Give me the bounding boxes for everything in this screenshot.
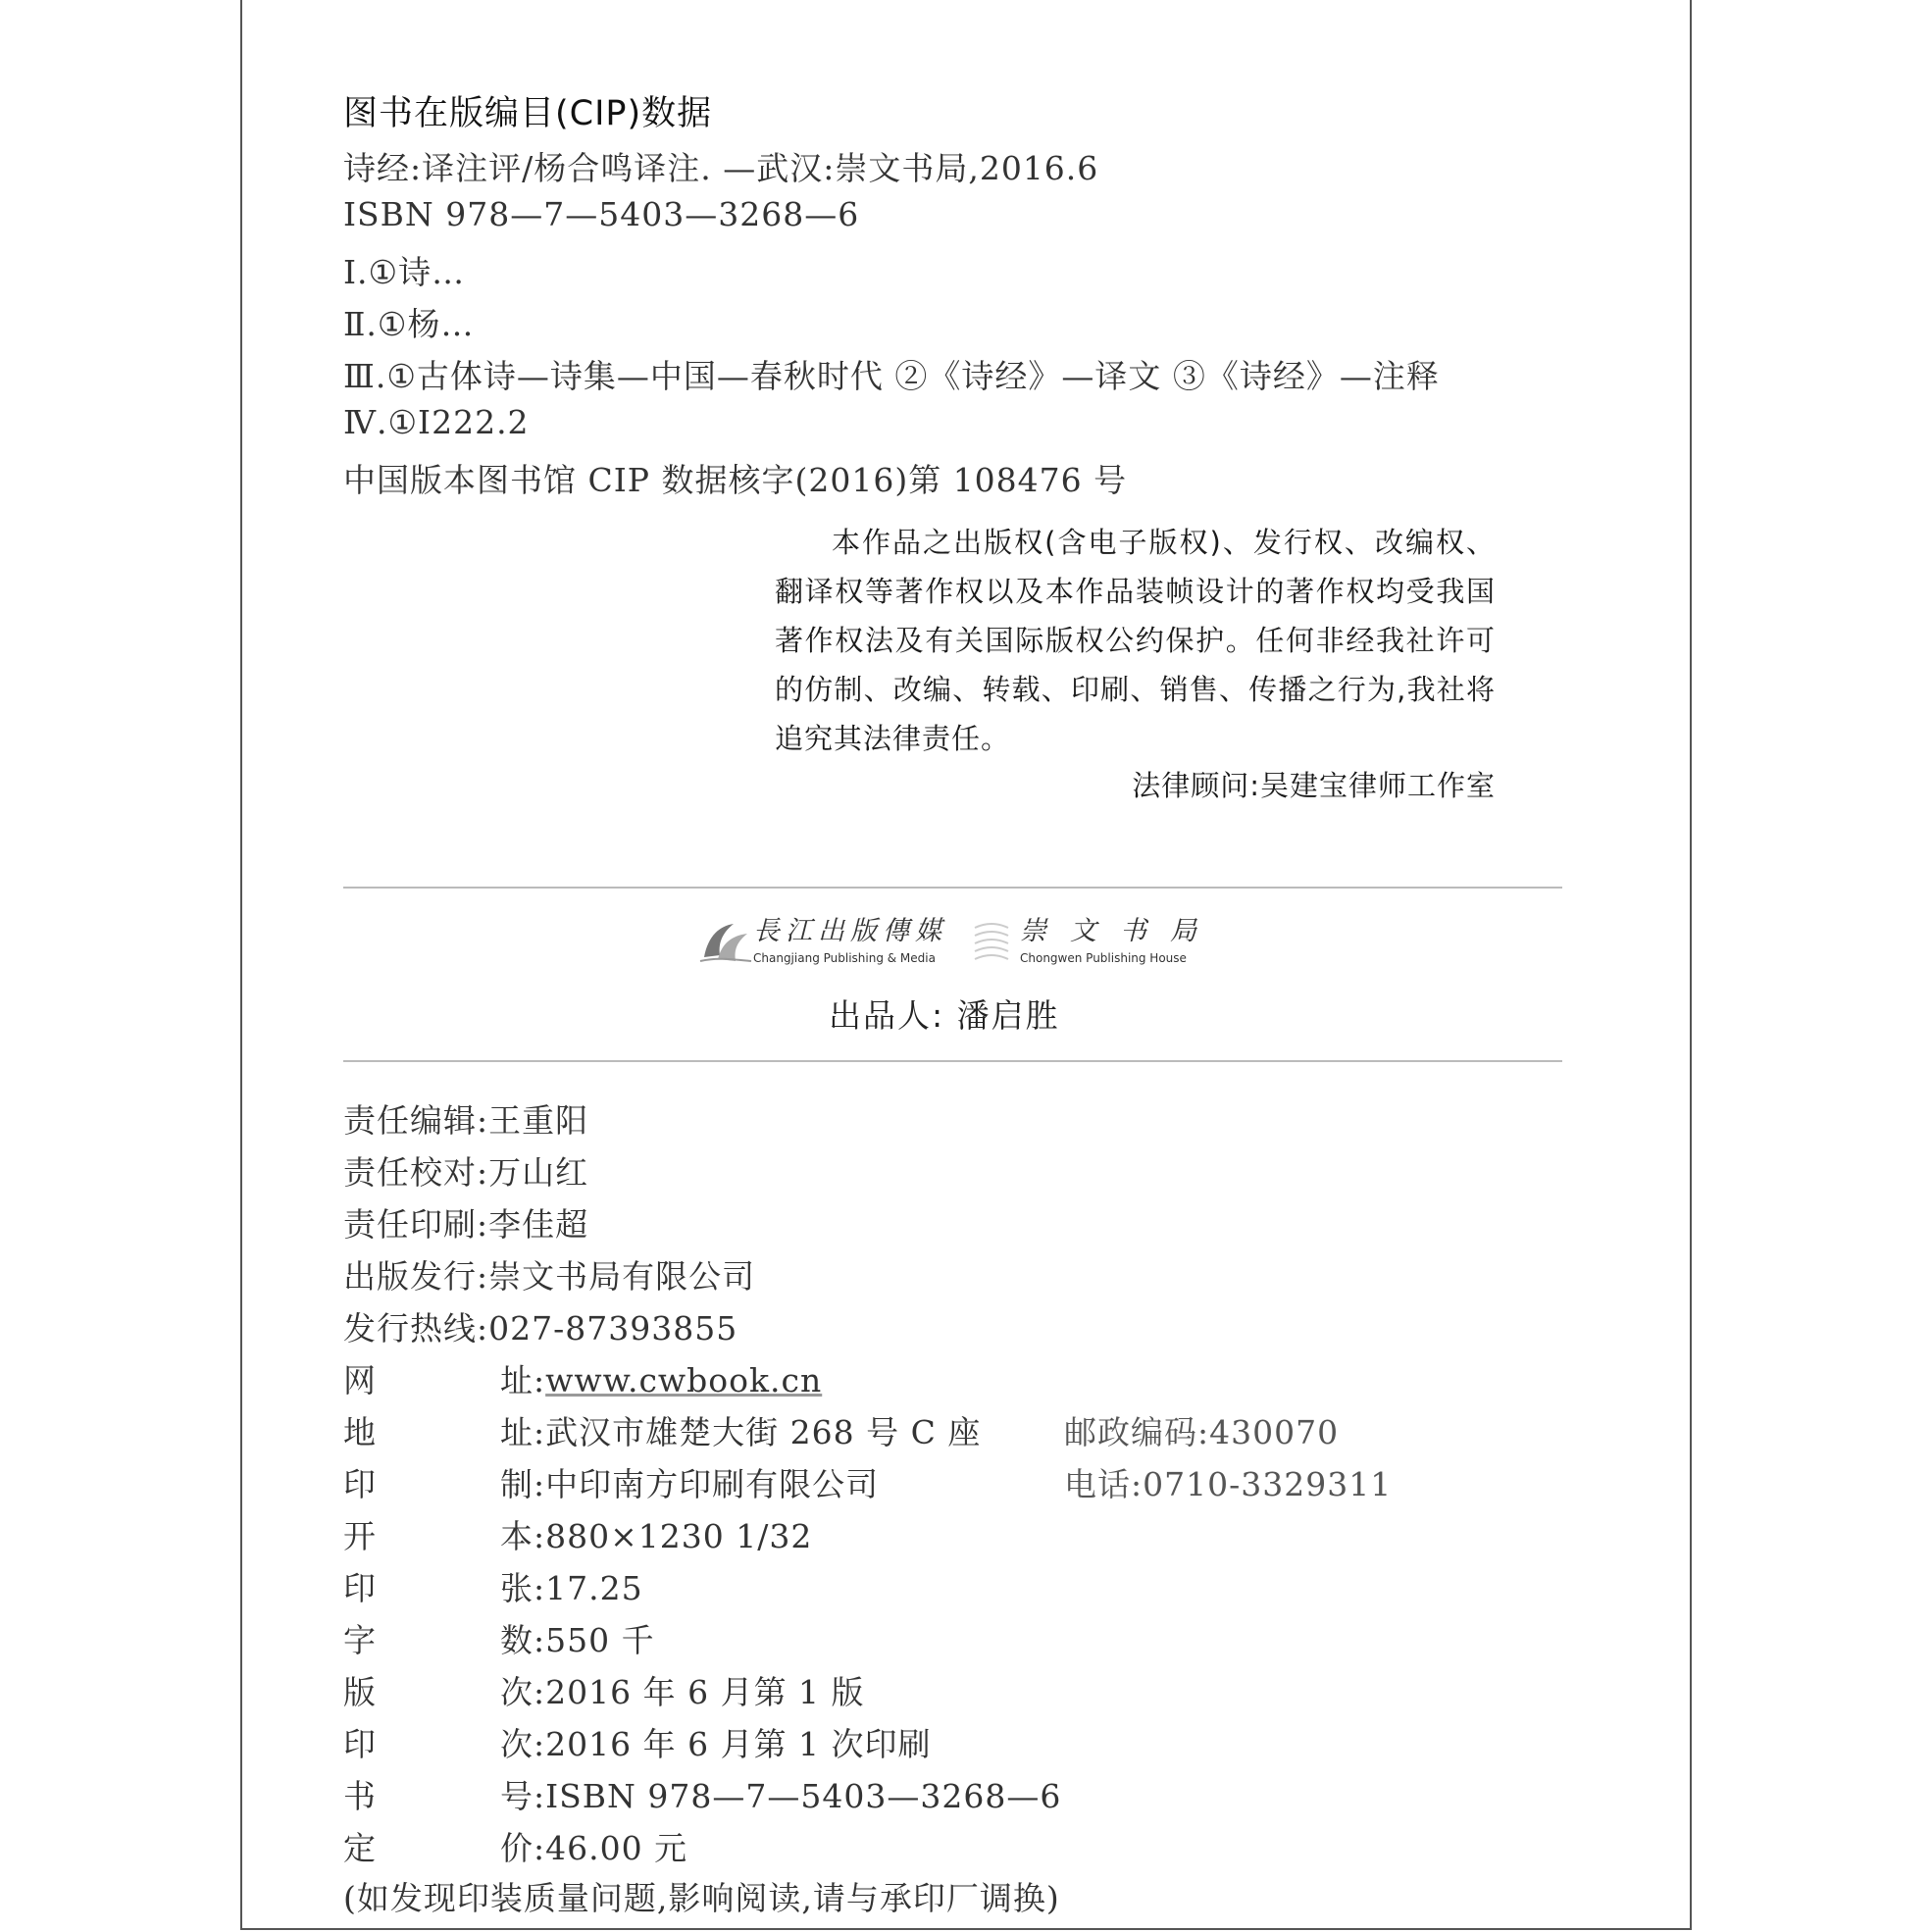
cip-isbn-line: ISBN 978—7—5403—3268—6 <box>343 195 860 233</box>
printer-label-b: 制: <box>500 1465 546 1503</box>
address-label-b: 址: <box>500 1413 546 1451</box>
divider-top <box>343 887 1562 889</box>
proofreader-value: 万山红 <box>488 1153 589 1192</box>
book-number-row <box>343 1771 1061 1818</box>
sheets-label-a: 印 <box>343 1569 377 1607</box>
copyright-notice <box>775 518 1496 763</box>
impression-label-b: 次: <box>500 1725 546 1763</box>
editor-label: 责任编辑: <box>343 1101 489 1140</box>
changjiang-logo <box>698 917 947 966</box>
word-count-row <box>343 1615 655 1662</box>
format-value: 880×1230 1/32 <box>545 1517 813 1555</box>
chongwen-logo <box>971 917 1220 966</box>
postcode: 邮政编码:430070 <box>1064 1413 1340 1451</box>
publisher-value: 崇文书局有限公司 <box>488 1257 756 1296</box>
publisher-row <box>343 1251 755 1298</box>
printer-label-a: 印 <box>343 1465 377 1503</box>
cip-line-iii: Ⅲ.①古体诗—诗集—中国—春秋时代 ②《诗经》—译文 ③《诗经》—注释 <box>343 357 1440 395</box>
legal-counsel: 法律顾问:吴建宝律师工作室 <box>1132 769 1496 802</box>
format-label-b: 本: <box>500 1517 546 1555</box>
price-label-b: 价: <box>500 1829 546 1867</box>
format-row <box>343 1511 812 1558</box>
price-row <box>343 1823 687 1870</box>
proofreader-row <box>343 1147 588 1195</box>
edition-label-a: 版 <box>343 1673 377 1711</box>
chongwen-emblem-icon <box>971 918 1012 965</box>
website-label-a: 网 <box>343 1361 377 1399</box>
printing-supervisor-label: 责任印刷: <box>343 1205 489 1244</box>
printing-supervisor-value: 李佳超 <box>488 1205 589 1244</box>
changjiang-name-cn: 長江出版傳媒 <box>753 916 947 946</box>
address-row <box>343 1407 981 1454</box>
copyright-text: 本作品之出版权(含电子版权)、发行权、改编权、翻译权等著作权以及本作品装帧设计的著作权均受我国著作权法及有关国际版权公约保护。任何非经我社许可的仿制、改编、转载、印刷、销售、传播之行为,我社将追究其法律责任。 <box>775 526 1496 755</box>
proofreader-label: 责任校对: <box>343 1153 489 1192</box>
cip-verification-line: 中国版本图书馆 CIP 数据核字(2016)第 108476 号 <box>343 461 1128 499</box>
producer: 出品人: 潘启胜 <box>829 996 1060 1035</box>
cip-title: 图书在版编目(CIP)数据 <box>343 94 713 133</box>
price-label-a: 定 <box>343 1829 377 1867</box>
cip-line-iv: Ⅳ.①I222.2 <box>343 403 530 441</box>
edition-row <box>343 1667 865 1714</box>
address-label-a: 地 <box>343 1413 377 1451</box>
book-number-value: ISBN 978—7—5403—3268—6 <box>545 1777 1062 1815</box>
cip-line-ii: Ⅱ.①杨… <box>343 305 475 343</box>
price-value: 46.00 元 <box>545 1829 688 1867</box>
sheets-row <box>343 1563 643 1610</box>
cip-line-i: Ⅰ.①诗… <box>343 253 466 291</box>
chongwen-name-en: Chongwen Publishing House <box>1020 951 1187 965</box>
hotline-value: 027-87393855 <box>488 1309 738 1347</box>
printer-phone: 电话:0710-3329311 <box>1064 1465 1393 1503</box>
edition-label-b: 次: <box>500 1673 546 1711</box>
cip-bibliographic-line: 诗经:译注评/杨合鸣译注. —武汉:崇文书局,2016.6 <box>343 149 1099 187</box>
website-label-b: 址: <box>500 1361 546 1399</box>
word-count-value: 550 千 <box>545 1621 655 1659</box>
printer-value: 中印南方印刷有限公司 <box>545 1465 880 1503</box>
impression-label-a: 印 <box>343 1725 377 1763</box>
printing-supervisor-row <box>343 1199 588 1246</box>
book-number-label-b: 号: <box>500 1777 546 1815</box>
website-link[interactable]: www.cwbook.cn <box>545 1361 823 1399</box>
changjiang-name-en: Changjiang Publishing & Media <box>753 951 936 965</box>
address-value: 武汉市雄楚大街 268 号 C 座 <box>545 1413 982 1451</box>
chongwen-name-cn: 崇文书局 <box>1020 916 1220 946</box>
editor-row <box>343 1095 588 1143</box>
edition-value: 2016 年 6 月第 1 版 <box>545 1673 865 1711</box>
printer-row <box>343 1459 879 1506</box>
word-count-label-b: 数: <box>500 1621 546 1659</box>
sheets-label-b: 张: <box>500 1569 546 1607</box>
hotline-label: 发行热线: <box>343 1309 489 1347</box>
editor-value: 王重阳 <box>488 1101 589 1140</box>
website-row <box>343 1355 822 1402</box>
divider-bottom <box>343 1060 1562 1062</box>
publisher-label: 出版发行: <box>343 1257 489 1296</box>
changjiang-emblem-icon <box>698 918 753 965</box>
impression-row <box>343 1719 932 1766</box>
sheets-value: 17.25 <box>545 1569 643 1607</box>
impression-value: 2016 年 6 月第 1 次印刷 <box>545 1725 932 1763</box>
format-label-a: 开 <box>343 1517 377 1555</box>
quality-note: (如发现印装质量问题,影响阅读,请与承印厂调换) <box>343 1879 1060 1917</box>
hotline-row <box>343 1303 737 1350</box>
word-count-label-a: 字 <box>343 1621 377 1659</box>
book-number-label-a: 书 <box>343 1777 377 1815</box>
